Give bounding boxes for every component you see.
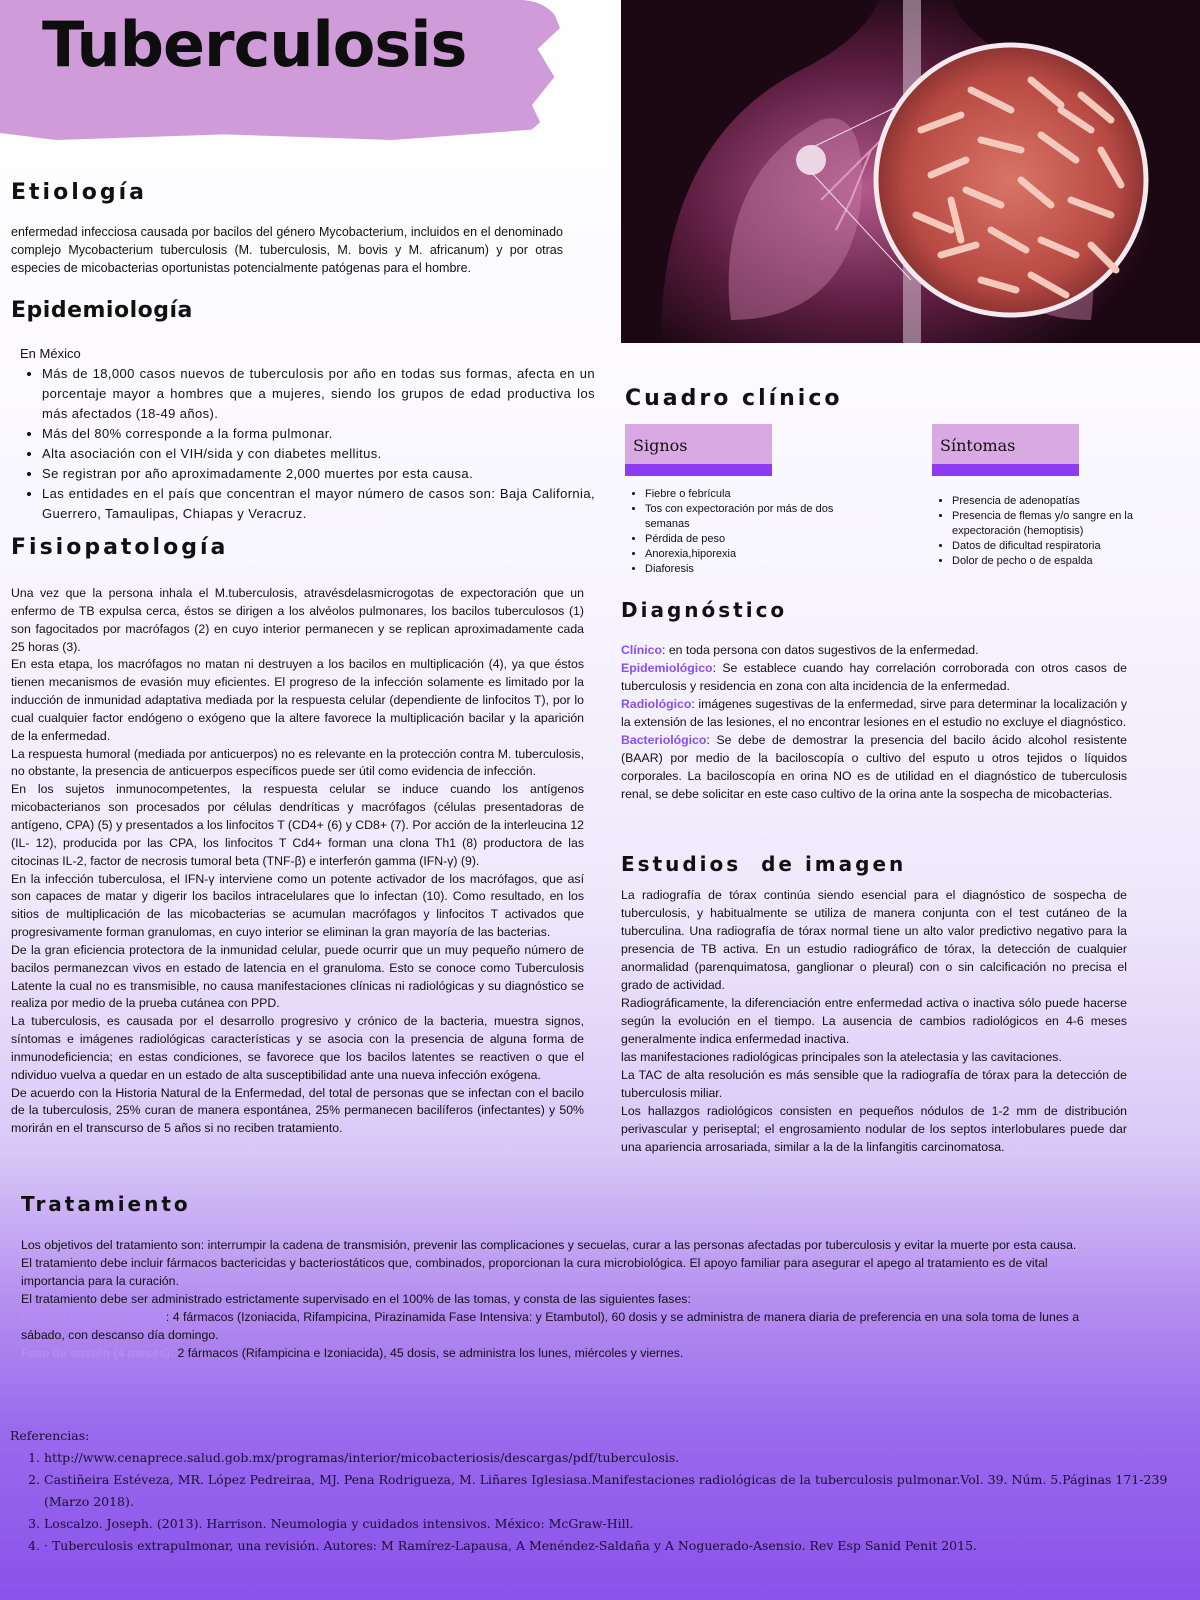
paragraph: las manifestaciones radiológicas principales son la atelectasia y las cavitaciones. [621, 1050, 1062, 1064]
paragraph: En la infección tuberculosa, el IFN-γ interviene como un potente activador de los macrófagos, que así son capaces de matar y digerir los bacilos intracelulares que lo infectan (10). Como resultado, en los sitios de multiplicación de las micobacterias se acumulan macrófagos y linfocitos T activados que progresivamente forman granulomas, en cuyo interior se eliminan la gran mayoría de las bacterias. [11, 871, 584, 940]
fase-intensiva-label: Fase intensiva (2 meses) [21, 1310, 166, 1324]
referencias-section [10, 1428, 1190, 1557]
diagnostico-text [621, 641, 1127, 803]
diagnostico-item [621, 695, 1127, 731]
signos-label: Signos [633, 436, 688, 455]
tratamiento-text [21, 1236, 1081, 1362]
fase-sosten-desc: 2 fármacos (Rifampicina e Izoniacida), 45 dosis, se administra los lunes, miércoles y viernes. [174, 1346, 684, 1360]
list-item: 2. Castiñeira Estéveza, MR. López Pedreiraa, MJ. Pena Rodrigueza, M. Liñares Iglesiasa.Manifestaciones radiológicas de la tuberculosis pulmonar.Vol. 39. Núm. 5.Páginas 171-239 (Marzo 2018). [44, 1469, 1190, 1513]
epidemiologia-list [20, 364, 595, 524]
fisiopatologia-text [11, 585, 584, 1138]
paragraph: De la gran eficiencia protectora de la inmunidad celular, puede ocurrir que un muy pequeño número de bacilos permanezcan vivos en estado de latencia en el granuloma. Esto se conoce como Tuberculosis Latente la cual no es transmisible, no causa manifestaciones clínicas ni radiológicas y su diagnóstico se realiza por medio de la prueba cutánea con PPD. [11, 942, 584, 1011]
sintomas-tab-bar [932, 464, 1079, 476]
estudios-heading: Estudios de imagen [621, 852, 907, 876]
list-item: • Pérdida de peso [645, 532, 845, 547]
paragraph: La radiografía de tórax continúa siendo esencial para el diagnóstico de sospecha de tuberculosis, y habitualmente se utiliza de manera conjunta con el test cutáneo de la tuberculina. Una radiografía de tórax normal tiene un alto valor predictivo negativo para la presencia de TB activa. En un estudio radiográfico de tórax, la detección de cualquier anormalidad (parenquimatosa, ganglionar o pleural) con o sin calcificación no precisa el grado de actividad. [621, 888, 1127, 992]
list-item: • Dolor de pecho o de espalda [952, 554, 1167, 569]
paragraph: La tuberculosis, es causada por el desarrollo progresivo y crónico de la bacteria, muestra signos, síntomas e imágenes radiológicas características y se asocia con la presencia de alguna forma de inmunodeficiencia; en estas condiciones, se favorece que los bacilos latentes se reactiven o que el ndividuo vuelva a quedar en un estado de alta susceptibilidad ante una nueva infección exógena. [11, 1014, 584, 1082]
list-item: • Fiebre o febrícula [645, 487, 845, 502]
signos-list [625, 487, 845, 577]
sintomas-label: Síntomas [940, 436, 1016, 455]
paragraph: Radiográficamente, la diferenciación entre enfermedad activa o inactiva sólo puede hacerse según la evolución en el tiempo. La ausencia de cambios radiológicos en 4-6 meses generalmente indica enfermedad inactiva. [621, 996, 1127, 1046]
diagnostico-item [621, 731, 1127, 803]
list-item: • Se registran por año aproximadamente 2,000 muertes por esta causa. [42, 464, 595, 484]
tratamiento-heading: Tratamiento [21, 1192, 191, 1216]
diagnostico-heading: Diagnóstico [621, 598, 788, 622]
referencias-heading: Referencias: [10, 1428, 90, 1443]
paragraph: En esta etapa, los macrófagos no matan ni destruyen a los bacilos en multiplicación (4), ya que éstos tienen mecanismos de evasión muy eficientes. El progreso de la infección solamente es limitado por la inducción de inmunidad adaptativa mediada por la respuesta celular (dependiente de linfocitos T), por lo cual cualquier factor endógeno o exógeno que la altere favorece la multiplicación bacilar y la aparición de la enfermedad. [11, 657, 584, 743]
etiologia-text: enfermedad infecciosa causada por bacilos del género Mycobacterium, incluidos en el denominado complejo Mycobacterium tuberculosis (M. tuberculosis, M. bovis y M. africanum) y por otras especies de micobacterias oportunistas potencialmente patógenas para el hombre. [11, 225, 563, 275]
paragraph: Una vez que la persona inhala el M.tuberculosis, atravésdelasmicrogotas de expectoración que un enfermo de TB expulsa cerca, éstos se dirigen a los alvéolos pulmonares, los bacilos tuberculosos (1) son fagocitados por macrófagos (2) en cuyo interior permanecen y se replican aproximadamente cada 25 horas (3). [11, 586, 584, 654]
epidemiologia-lead: En México [20, 346, 81, 361]
poster-title: Tuberculosis [42, 8, 467, 81]
diagnostico-desc: : Se debe de demostrar la presencia del bacilo ácido alcohol resistente (BAAR) por medio de la baciloscopía o cultivo del esputo u otros tejidos o líquidos corporales. La baciloscopía en orina NO es de utilidad en el diagnóstico de tuberculosis renal, se debe solicitar en este caso cultivo de la orina ante la sospecha de micobacterias. [621, 733, 1127, 801]
list-item: • Las entidades en el país que concentran el mayor número de casos son: Baja California, Guerrero, Tamaulipas, Chiapas y Veracruz. [42, 484, 595, 524]
paragraph: El tratamiento debe ser administrado estrictamente supervisado en el 100% de las tomas, y consta de las siguientes fases: [21, 1292, 691, 1306]
paragraph: Los hallazgos radiológicos consisten en pequeños nódulos de 1-2 mm de distribución perivascular y periseptal; el engrosamiento nodular de los septos interlobulares puede dar una apariencia arrosariada, similar a la de la linfangitis carcinomatosa. [621, 1104, 1127, 1154]
list-item: • Presencia de flemas y/o sangre en la expectoración (hemoptisis) [952, 509, 1167, 539]
hero-image [621, 0, 1200, 343]
list-item: • Diaforesis [645, 562, 845, 577]
diagnostico-item [621, 641, 1127, 659]
list-item: • Presencia de adenopatías [952, 494, 1167, 509]
fase-intensiva [21, 1308, 1081, 1344]
estudios-text [621, 886, 1127, 1156]
list-item: • Anorexia,hiporexia [645, 547, 845, 562]
list-item: • Alta asociación con el VIH/sida y con diabetes mellitus. [42, 444, 595, 464]
sintomas-tab [932, 424, 1079, 464]
paragraph: De acuerdo con la Historia Natural de la Enfermedad, del total de personas que se infectan con el bacilo de la tuberculosis, 25% curan de manera espontánea, 25% permanecen bacilíferos (infectantes) y 50% morirán en el transcurso de 5 años si no reciben tratamiento. [11, 1085, 584, 1136]
diagnostico-desc: : en toda persona con datos sugestivos de la enfermedad. [662, 643, 979, 657]
paragraph: Los objetivos del tratamiento son: interrumpir la cadena de transmisión, prevenir las complicaciones y secuelas, curar a las personas afectadas por tuberculosis y evitar la muerte por esta causa. [21, 1238, 1077, 1252]
diagnostico-desc: : imágenes sugestivas de la enfermedad, sirve para determinar la localización y la extensión de las lesiones, el no encontrar lesiones en el estudio no excluye el diagnóstico. [621, 697, 1127, 729]
list-item: 1. http://www.cenaprece.salud.gob.mx/programas/interior/micobacteriosis/descargas/pdf/tuberculosis. [44, 1447, 1190, 1469]
signos-tab-bar [625, 464, 772, 476]
signos-tab [625, 424, 772, 464]
referencias-list [10, 1447, 1190, 1557]
paragraph: La respuesta humoral (mediada por anticuerpos) no es relevante en la protección contra M. tuberculosis, no obstante, la presencia de anticuerpos específicos puede ser útil como evidencia de infección. [11, 746, 584, 779]
list-item: • Tos con expectoración por más de dos semanas [645, 502, 845, 532]
diagnostico-label: Epidemiológico [621, 661, 713, 675]
diagnostico-label: Radiológico [621, 697, 692, 711]
fase-intensiva-desc: : 4 fármacos (Izoniacida, Rifampicina, Pirazinamida Fase Intensiva: y Etambutol), 60 dosis y se administra de manera diaria de preferencia en una sola toma de lunes a sábado, con descanso día domingo. [21, 1310, 1080, 1342]
diagnostico-item [621, 659, 1127, 695]
diagnostico-desc: : Se establece cuando hay correlación corroborada con otros casos de tuberculosis y residencia en zona con alta incidencia de la enfermedad. [621, 661, 1127, 693]
paragraph: La TAC de alta resolución es más sensible que la radiografía de tórax para la detección de tuberculosis miliar. [621, 1068, 1127, 1100]
list-item: • Más de 18,000 casos nuevos de tuberculosis por año en todas sus formas, afecta en un porcentaje mayor a hombres que a mujeres, siendo los grupos de edad productiva los más afectados (18-49 años). [42, 364, 595, 424]
diagnostico-label: Bacteriológico [621, 733, 707, 747]
fisiopatologia-heading: Fisiopatología [11, 535, 229, 560]
list-item: • Datos de dificultad respiratoria [952, 539, 1167, 554]
paragraph: En los sujetos inmunocompetentes, la respuesta celular se induce cuando los antígenos micobacterianos son procesados por células dendríticas y macrófagos (células presentadoras de antígeno, CPA) (5) y presentados a los linfocitos T (CD4+ (6) y CD8+ (7). Por acción de la interleucina 12 (IL- 12), producida por las CPA, los linfocitos T Cd4+ forman una clona Th1 (8) productora de las citocinas IL-2, factor de necrosis tumoral beta (TNF-β) e interferón gamma (IFN-γ) (9). [11, 782, 584, 868]
list-item: • Más del 80% corresponde a la forma pulmonar. [42, 424, 595, 444]
diagnostico-label: Clínico [621, 643, 662, 657]
fase-sosten [21, 1344, 1081, 1362]
list-item: 4. · Tuberculosis extrapulmonar, una revisión. Autores: M Ramírez-Lapausa, A Menéndez-Saldaña y A Noguerado-Asensio. Rev Esp Sanid Penit 2015. [44, 1535, 1190, 1557]
etiologia-heading: Etiología [11, 180, 147, 205]
lungs-bacteria-illustration [621, 0, 1200, 343]
cuadro-clinico-heading: Cuadro clínico [625, 386, 843, 411]
paragraph: El tratamiento debe incluir fármacos bactericidas y bacteriostáticos que, combinados, proporcionan la cura microbiológica. El apoyo familiar para asegurar el apego al tratamiento es de vital importancia para la curación. [21, 1256, 1048, 1288]
fase-sosten-label: Fase de sostén (4 meses): [21, 1346, 175, 1360]
epidemiologia-heading: Epidemiología [11, 298, 193, 323]
sintomas-list [932, 494, 1167, 569]
list-item: 3. Loscalzo. Joseph. (2013). Harrison. Neumologia y cuidados intensivos. México: McGraw-Hill. [44, 1513, 1190, 1535]
